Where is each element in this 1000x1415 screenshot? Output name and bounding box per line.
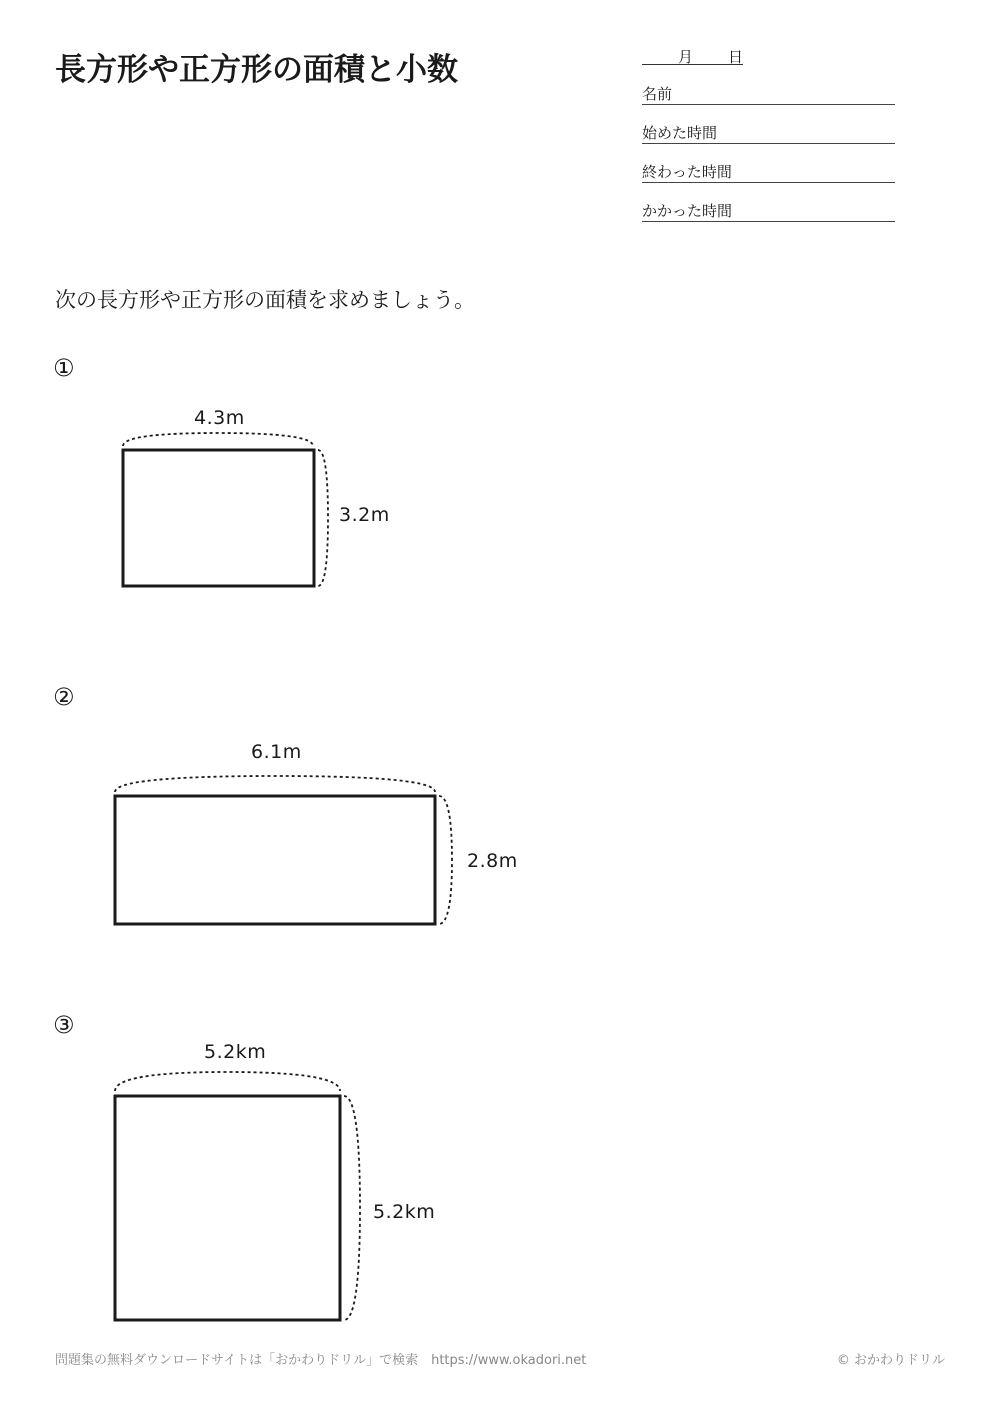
rectangle-2 [115,796,435,924]
month-label: 月 [678,48,694,66]
problem-3-width-label: 5.2km [204,1041,267,1063]
footer-copyright: © おかわりドリル [836,1353,945,1368]
square-3-height-brace [344,1096,360,1320]
elapsed-time-label: かかった時間 [642,202,733,220]
start-time-label: 始めた時間 [642,124,718,142]
problem-number-3: ③ [53,1011,75,1039]
square-3 [115,1096,340,1320]
problem-number-1: ① [53,354,75,382]
problem-1-width-label: 4.3m [194,407,245,429]
problem-3-height-label: 5.2km [373,1201,436,1223]
worksheet-title: 長方形や正方形の面積と小数 [55,52,458,88]
rectangle-2-height-brace [439,796,452,924]
name-label: 名前 [642,85,673,103]
day-label: 日 [728,48,744,66]
problem-1-height-label: 3.2m [339,504,390,526]
rectangle-1 [123,450,314,586]
end-time-label: 終わった時間 [642,163,732,181]
rectangle-1-width-brace [123,433,313,446]
footer-site-info: 問題集の無料ダウンロードサイトは「おかわりドリル」で検索 https://www.okadori.net [55,1353,587,1368]
instruction-text: 次の長方形や正方形の面積を求めましょう。 [55,288,475,312]
rectangle-1-height-brace [318,450,328,586]
problem-number-2: ② [53,683,75,711]
problem-2-height-label: 2.8m [467,850,518,872]
problem-2-width-label: 6.1m [251,741,302,763]
square-3-width-brace [115,1072,340,1091]
rectangle-2-width-brace [115,776,435,792]
